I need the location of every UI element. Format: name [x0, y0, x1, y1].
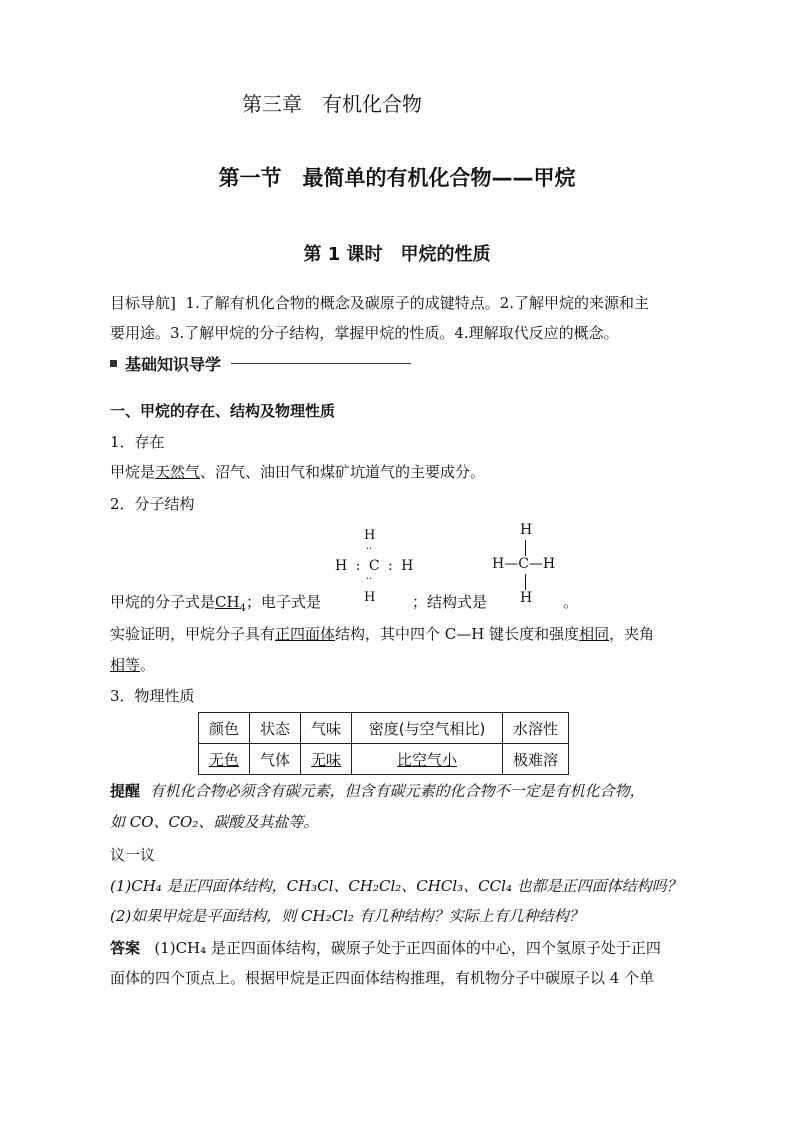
square-bullet-icon: [110, 360, 117, 367]
exp-blank-3: 相等: [110, 656, 141, 674]
existence-post: 、沼气、油田气和煤矿坑道气的主要成分。: [200, 463, 486, 481]
electron-formula-bottom-h: H: [364, 590, 376, 605]
electron-formula-mid: H : C : H: [335, 558, 416, 574]
banner-label: 基础知识导学: [125, 355, 222, 374]
discuss-heading: 议一议: [110, 846, 156, 864]
existence-text: [110, 461, 485, 482]
structure-heading: 2．分子结构: [110, 495, 195, 513]
exp-end: ，夹角: [609, 625, 655, 643]
discuss-q1: (1)CH₄ 是正四面体结构，CH₃Cl、CH₂Cl₂、CHCl₃、CCl₄ 也都是正四面体结构吗？: [110, 877, 682, 895]
banner-rule: [231, 363, 411, 364]
goals-line-1: [110, 292, 649, 313]
table-header-cell: 水溶性: [503, 713, 569, 744]
structural-formula-top-h: H: [520, 522, 533, 538]
reminder-text-1: 有机化合物必须含有碳元素，但含有碳元素的化合物不一定是有机化合物，: [149, 782, 645, 800]
electron-formula-top-h: H: [364, 528, 376, 543]
structural-bond-bottom: [525, 574, 526, 590]
table-cell: 气体: [250, 744, 301, 775]
answer-text-1: (1)CH₄ 是正四面体结构，碳原子处于正四面体的中心，四个氢原子处于正四: [154, 939, 661, 957]
chapter-title: 第三章 有机化合物: [242, 92, 422, 116]
electron-label: ；电子式是: [245, 593, 321, 611]
existence-pre: 甲烷是: [110, 463, 156, 481]
experiment-line-1: [110, 623, 654, 644]
table-header-cell: 颜色: [199, 713, 250, 744]
reminder-line-2: 如 CO、CO₂、碳酸及其盐等。: [110, 813, 319, 831]
exp-mid: 结构，其中四个 C—H 键长度和强度: [335, 625, 580, 643]
lesson-title: 第 1 课时 甲烷的性质: [303, 244, 491, 265]
formula-line: [110, 591, 321, 614]
answer-line-2: 面体的四个顶点上。根据甲烷是正四面体结构推理，有机物分子中碳原子以 4 个单: [110, 969, 655, 987]
structural-formula-mid: H—C—H: [492, 556, 556, 572]
table-header-cell: 状态: [250, 713, 301, 744]
experiment-line-2: [110, 654, 155, 675]
table-cell: [352, 744, 503, 775]
table-header-cell: 气味: [301, 713, 352, 744]
table-cell: [199, 744, 250, 775]
physical-properties-table: [198, 712, 569, 775]
structural-label: ；结构式是: [412, 593, 488, 611]
discuss-q2: (2)如果甲烷是平面结构，则 CH₂Cl₂ 有几种结构？实际上有几种结构？: [110, 907, 584, 925]
answer-label: 答案: [110, 939, 141, 957]
table-cell: [301, 744, 352, 775]
structural-formula-bottom-h: H: [520, 590, 533, 606]
table-cell: 极难溶: [503, 744, 569, 775]
structural-bond-top: [525, 540, 526, 556]
section-banner: [110, 352, 411, 375]
formula-sub: 4: [239, 603, 246, 614]
formula-end: 。: [563, 593, 579, 611]
exp-blank-1: 正四面体: [275, 625, 336, 643]
physical-heading: 3．物理性质: [110, 687, 195, 705]
table-cell-value: 比空气小: [397, 750, 458, 769]
reminder-line-1: [110, 780, 645, 801]
table-row: [199, 744, 569, 775]
table-header-row: [199, 713, 569, 744]
table-cell-value: 无味: [311, 750, 342, 769]
goals-line-2: 要用途。3.了解甲烷的分子结构，掌握甲烷的性质。4.理解取代反应的概念。: [110, 324, 619, 342]
exp-blank-2: 相同: [579, 625, 610, 643]
section-title: 第一节 最简单的有机化合物——甲烷: [218, 166, 576, 190]
exp-end-2: 。: [140, 656, 156, 674]
part1-heading: 一、甲烷的存在、结构及物理性质: [110, 402, 336, 420]
table-cell-value: 无色: [209, 750, 240, 769]
electron-formula-dots-top: ··: [366, 544, 373, 555]
formula-blank: CH: [215, 593, 240, 611]
formula-pre: 甲烷的分子式是: [110, 593, 216, 611]
goals-text-1: 1.了解有机化合物的概念及碳原子的成键特点。2.了解甲烷的来源和主: [185, 294, 650, 312]
goals-label: 目标导航]: [110, 294, 176, 312]
existence-blank: 天然气: [155, 463, 201, 481]
existence-heading: 1．存在: [110, 433, 165, 451]
reminder-label: 提醒: [110, 782, 141, 800]
electron-formula-dots-bottom: ··: [366, 574, 373, 585]
table-header-cell: 密度(与空气相比): [352, 713, 503, 744]
answer-line-1: [110, 937, 661, 958]
exp-pre: 实验证明，甲烷分子具有: [110, 625, 276, 643]
